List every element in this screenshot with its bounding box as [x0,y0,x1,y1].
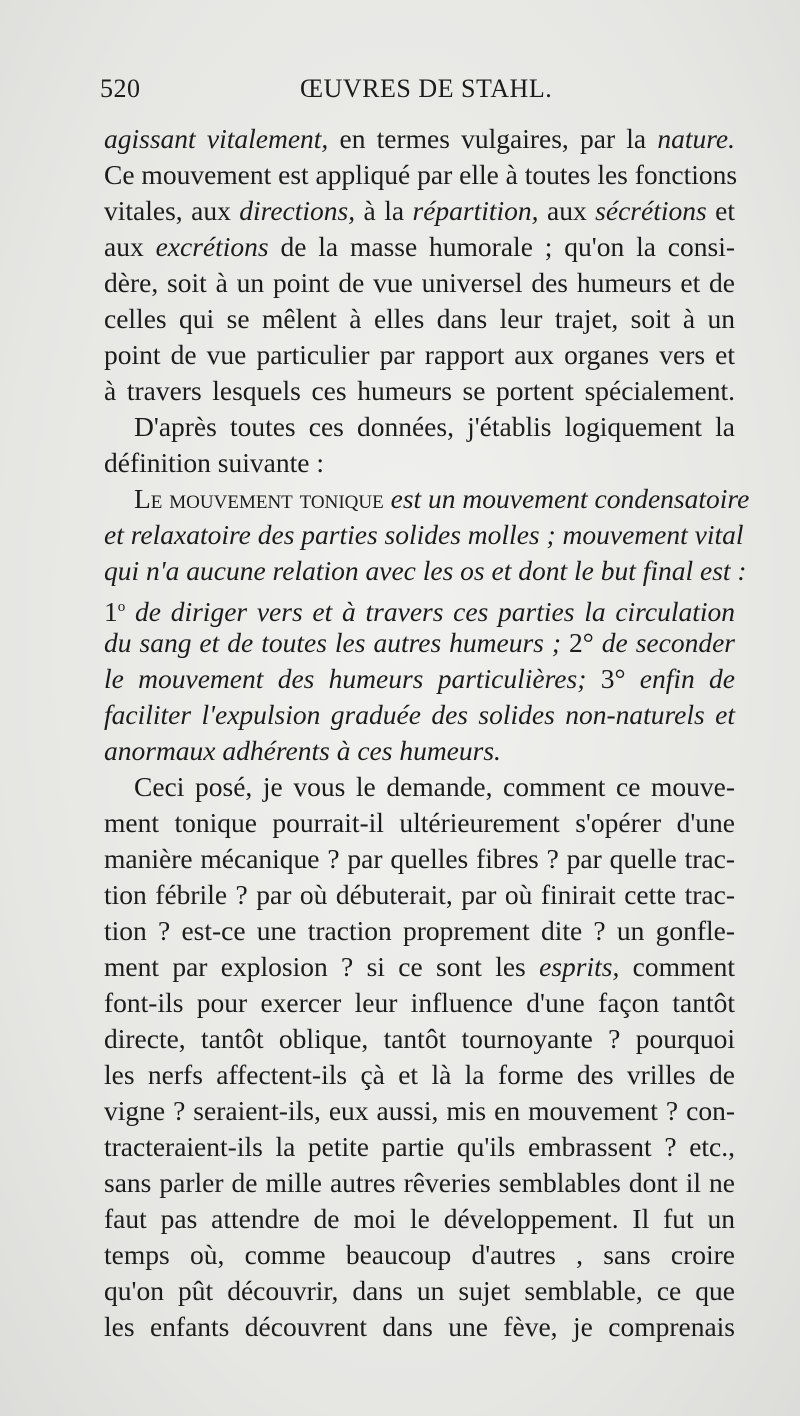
text-line: tion fébrile ? par où débuterait, par où finirait cette trac- [104,879,735,910]
text-line: celles qui se mêlent à elles dans leur trajet, soit à un [104,303,735,334]
text-line: Ceci posé, je vous le demande, comment ce mouve- [134,771,735,802]
definition-line: anormaux adhérents à ces humeurs. [104,735,501,766]
text-line: directe, tantôt oblique, tantôt tournoyante ? pourquoi [104,1023,735,1054]
text-line: sans parler de mille autres rêveries semblables dont il ne [104,1167,735,1198]
text-line: agissant vitalement, en termes vulgaires, par la nature. [104,123,735,154]
definition-line: Le mouvement tonique est un mouvement condensatoire [134,483,750,514]
page-number: 520 [100,74,141,103]
definition-line: le mouvement des humeurs particulières; 3° enfin de [104,663,736,694]
text-line: dère, soit à un point de vue universel des humeurs et de [104,267,735,298]
definition-line: du sang et de toutes les autres humeurs ; 2° de seconder [104,627,735,658]
text-line: définition suivante : [104,447,324,478]
text-line: les nerfs affectent-ils çà et là la forme des vrilles de [104,1059,735,1090]
text-line: manière mécanique ? par quelles fibres ? par quelle trac- [104,843,735,874]
text-line: tion ? est-ce une traction proprement dite ? un gonfle- [104,915,735,946]
definition-line: 1$^o$ de diriger vers et à travers ces parties la circulation [104,596,735,628]
page-header [100,74,740,110]
text-line: point de vue particulier par rapport aux organes vers et [104,339,735,370]
text-line: qu'on pût découvrir, dans un sujet semblable, ce que [104,1275,735,1306]
definition-line: faciliter l'expulsion graduée des solides non-naturels et [104,699,735,730]
text-line: temps où, comme beaucoup d'autres , sans croire [104,1239,735,1270]
text-line: ment par explosion ? si ce sont les esprits, comment [104,951,735,982]
text-line: tracteraient-ils la petite partie qu'ils embrassent ? etc., [104,1131,735,1162]
text-line: les enfants découvrent dans une fève, je comprenais [104,1311,735,1342]
text-line: D'après toutes ces données, j'établis logiquement la [134,411,735,442]
text-line: ment tonique pourrait-il ultérieurement s'opérer d'une [104,807,735,838]
text-line: faut pas attendre de moi le développement. Il fut un [104,1203,735,1234]
running-title: ŒUVRES DE STAHL. [300,74,553,103]
text-line: vitales, aux directions, à la répartition, aux sécrétions et [104,195,735,226]
text-line: font-ils pour exercer leur influence d'une façon tantôt [104,987,735,1018]
text-line: à travers lesquels ces humeurs se portent spécialement. [104,375,735,406]
definition-line: et relaxatoire des parties solides molles ; mouvement vital [104,519,744,550]
text-line: vigne ? seraient-ils, eux aussi, mis en mouvement ? con- [104,1095,735,1126]
text-line: Ce mouvement est appliqué par elle à toutes les fonctions [104,159,738,190]
text-line: aux excrétions de la masse humorale ; qu'on la consi- [104,231,735,262]
definition-line: qui n'a aucune relation avec les os et dont le but final est : [104,555,747,586]
